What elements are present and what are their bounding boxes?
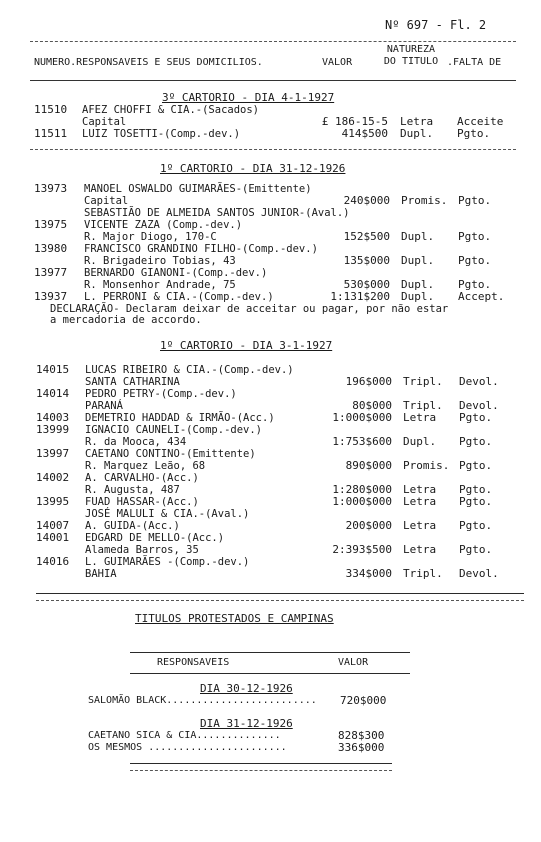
row-number: 14015 [36,363,70,376]
row-responsavel: BERNARDO GIANONI-(Comp.-dev.) [84,267,268,279]
row-valor: 135$000 [343,254,390,267]
row-responsavel: Capital [84,195,129,207]
row-natureza: Dupl. [400,127,434,140]
row-natureza: Dupl. [401,254,435,267]
row-falta: Devol. [459,399,499,412]
row-valor: £ 186-15-5 [321,115,388,128]
row-responsavel: SANTA CATHARINA [85,376,180,388]
row-number: 13995 [36,495,70,508]
row-responsavel: PEDRO PETRY-(Comp.-dev.) [85,388,237,400]
campinas-row-name: SALOMÃO BLACK......................... [88,695,317,706]
row-responsavel: R. Augusta, 487 [85,484,180,496]
row-valor: 1:000$000 [332,411,392,424]
row-number: 13973 [34,182,68,195]
row-responsavel: EDGARD DE MELLO-(Acc.) [85,532,225,544]
row-falta: Accept. [458,290,505,303]
row-falta: Pgto. [458,254,492,267]
row-responsavel: LUIZ TOSETTI-(Comp.-dev.) [82,128,241,140]
row-falta: Devol. [459,567,499,580]
row-valor: 1:131$200 [330,290,390,303]
row-falta: Devol. [459,375,499,388]
section-end-dash [36,600,524,601]
row-responsavel: BAHIA [85,568,117,580]
row-responsavel: R. Brigadeiro Tobias, 43 [84,255,236,267]
row-natureza: Letra [400,115,434,128]
row-responsavel: FRANCISCO GRANDINO FILHO-(Comp.-dev.) [84,243,318,255]
row-valor: 334$000 [345,567,392,580]
declaration-note-cont: a mercadoria de accordo. [50,314,202,326]
row-natureza: Tripl. [403,375,443,388]
row-falta: Pgto. [459,459,493,472]
row-responsavel: A. CARVALHO-(Acc.) [85,472,199,484]
row-valor: 1:000$000 [332,495,392,508]
row-number: 13977 [34,266,68,279]
header-col-responsaveis: NUMERO.RESPONSAVEIS E SEUS DOMICILIOS. [34,57,263,68]
row-responsavel: A. GUIDA-(Acc.) [85,520,180,532]
row-valor: 1:753$600 [332,435,392,448]
campinas-row-valor: 828$300 [338,729,385,742]
row-valor: 890$000 [345,459,392,472]
row-natureza: Promis. [403,459,450,472]
page-reference: Nº 697 - Fl. 2 [385,18,487,32]
row-number: 13975 [34,218,68,231]
section-title: 1º CARTORIO - DIA 3-1-1927 [160,339,333,352]
row-falta: Pgto. [459,411,493,424]
section-title: 3º CARTORIO - DIA 4-1-1927 [162,91,335,104]
row-responsavel: FUAD HASSAR-(Acc.) [85,496,199,508]
row-responsavel: L. PERRONI & CIA.-(Comp.-dev.) [84,291,274,303]
row-number: 13937 [34,290,68,303]
row-valor: 196$000 [345,375,392,388]
campinas-table-bottom-rule [130,763,392,764]
header-top-rule [30,41,516,42]
campinas-row-valor: 336$000 [338,741,385,754]
row-responsavel: L. GUIMARÃES -(Comp.-dev.) [85,556,250,568]
row-valor: 1:280$000 [332,483,392,496]
row-number: 14014 [36,387,70,400]
campinas-row-valor: 720$000 [340,694,387,707]
row-natureza: Letra [403,519,437,532]
row-falta: Pgto. [458,278,492,291]
row-falta: Pgto. [459,483,493,496]
row-number: 11511 [34,127,68,140]
row-valor: 240$000 [343,194,390,207]
row-valor: 530$000 [343,278,390,291]
row-responsavel: Alameda Barros, 35 [85,544,199,556]
row-falta: Pgto. [459,519,493,532]
row-responsavel: R. Major Diogo, 170-C [84,231,217,243]
row-number: 14003 [36,411,70,424]
row-valor: 152$500 [343,230,390,243]
row-responsavel: CAETANO CONTINO-(Emittente) [85,448,256,460]
row-responsavel: LUCAS RIBEIRO & CIA.-(Comp.-dev.) [85,364,294,376]
row-responsavel: VICENTE ZAZA (Comp.-dev.) [84,219,243,231]
row-falta: Pgto. [458,194,492,207]
section-end-rule [36,593,524,594]
header-col-valor: VALOR [322,57,353,68]
row-responsavel: DEMETRIO HADDAD & IRMÃO-(Acc.) [85,412,275,424]
row-valor: 80$000 [352,399,392,412]
campinas-header-rule [130,673,410,674]
row-responsavel: R. Marquez Leão, 68 [85,460,206,472]
row-number: 14007 [36,519,70,532]
row-responsavel: MANOEL OSWALDO GUIMARÃES-(Emittente) [84,183,312,195]
campinas-date: DIA 30-12-1926 [200,682,293,695]
row-natureza: Promis. [401,194,448,207]
header-bottom-rule [30,80,516,81]
row-falta: Pgto. [459,543,493,556]
row-falta: Pgto. [457,127,491,140]
row-number: 14001 [36,531,70,544]
row-natureza: Dupl. [403,435,437,448]
declaration-note: DECLARAÇÃO- Declaram deixar de acceitar ou pagar, por não estar [50,303,449,315]
row-natureza: Tripl. [403,567,443,580]
row-responsavel: SEBASTIÃO DE ALMEIDA SANTOS JUNIOR-(Aval.) [84,207,350,219]
row-responsavel: IGNACIO CAUNELI-(Comp.-dev.) [85,424,263,436]
campinas-title: TITULOS PROTESTADOS E CAMPINAS [135,612,334,625]
campinas-col-valor: VALOR [338,657,369,668]
campinas-table-bottom-dash [130,770,392,771]
row-natureza: Letra [403,495,437,508]
header-col-natureza: NATUREZA DO TITULO [383,44,439,67]
row-number: 13980 [34,242,68,255]
row-falta: Pgto. [459,435,493,448]
row-falta: Pgto. [459,495,493,508]
row-responsavel: AFEZ CHOFFI & CIA.-(Sacados) [82,104,260,116]
row-natureza: Dupl. [401,230,435,243]
row-falta: Acceite [457,115,504,128]
row-falta: Pgto. [458,230,492,243]
row-responsavel: Capital [82,116,127,128]
row-number: 13999 [36,423,70,436]
campinas-table-top-rule [130,652,410,653]
campinas-col-responsaveis: RESPONSAVEIS [157,657,230,668]
row-responsavel: R. da Mooca, 434 [85,436,187,448]
row-number: 11510 [34,103,68,116]
campinas-row-name: CAETANO SICA & CIA.............. [88,730,281,741]
row-natureza: Letra [403,543,437,556]
header-col-falta: .FALTA DE [447,57,502,68]
row-responsavel: PARANÁ [85,400,123,412]
row-natureza: Dupl. [401,290,435,303]
row-natureza: Letra [403,411,437,424]
row-valor: 2:393$500 [332,543,392,556]
row-valor: 414$500 [341,127,388,140]
row-number: 14002 [36,471,70,484]
campinas-row-name: OS MESMOS ....................... [88,742,287,753]
campinas-date: DIA 31-12-1926 [200,717,293,730]
row-natureza: Letra [403,483,437,496]
row-natureza: Dupl. [401,278,435,291]
section-title: 1º CARTORIO - DIA 31-12-1926 [160,162,346,175]
row-number: 13997 [36,447,70,460]
row-natureza: Tripl. [403,399,443,412]
row-valor: 200$000 [345,519,392,532]
row-responsavel: JOSÉ MALULI & CIA.-(Aval.) [85,508,250,520]
row-number: 14016 [36,555,70,568]
row-responsavel: R. Monsenhor Andrade, 75 [84,279,236,291]
section-divider [30,149,516,150]
